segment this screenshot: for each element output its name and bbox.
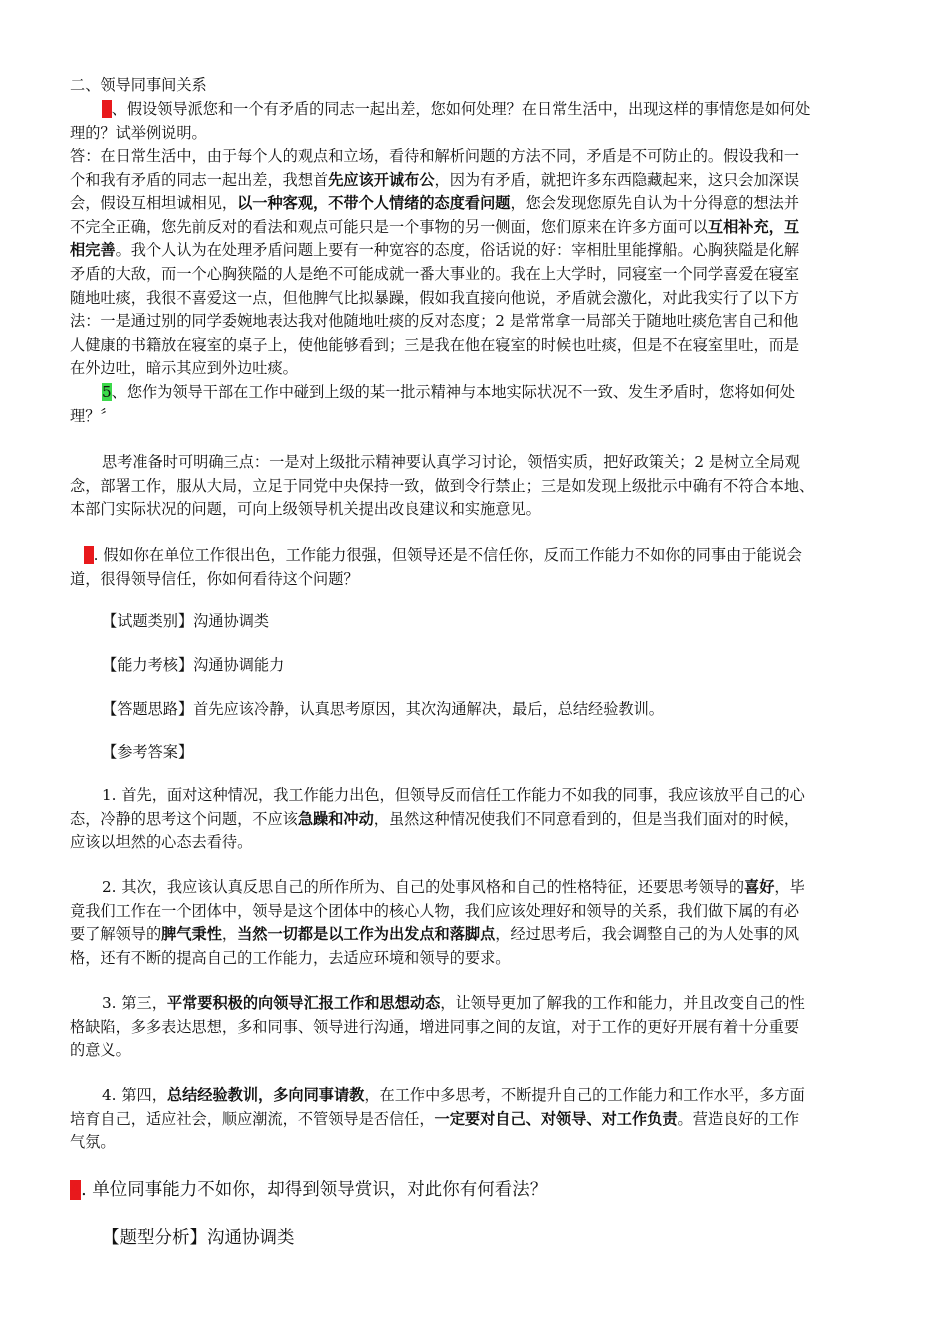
- answer-5: 思考准备时可明确三点：一是对上级批示精神要认真学习讨论，领悟实质，把好政策关；2 是树立全局观 念，部署工作，服从大局，立足于同党中央保持一致，做到令行禁止；三是如发现上级批示中确有不符合本地、 本部门实际状况的问题，可向上级领导机关提出改良建议和实施意见。: [70, 453, 815, 519]
- emphasis-text: 互相补充，互: [707, 217, 799, 236]
- emphasis-text: 一定要对自己、对领导、对工作负责: [434, 1109, 678, 1128]
- question-number-highlight: 4: [70, 1180, 82, 1200]
- emphasis-text: 脾气秉性: [161, 925, 222, 944]
- answer-point-3: 3. 第三，平常要积极的向领导汇报工作和思想动态，让领导更加了解我的工作和能力，并且改变自己的性 格缺陷，多多表达思想，多和同事、领导进行沟通，增进同事之间的友谊，对于工作的更好开展有着十分重要 的意义。: [70, 994, 805, 1060]
- answer-2: 答：在日常生活中，由于每个人的观点和立场，看待和解析问题的方法不同，矛盾是不可防止的。假设我和一 个和我有矛盾的同志一起出差，我想首先应该开诚布公，因为有矛盾，就把许多东西隐藏起来，这只会加深误 会，假设互相坦诚相见，以一种客观，不带个人情绪的态度看问题，您会发现您原先自认为十分得意的想法并 不完全正确，您先前反对的看法和观点可能只是一个事物的另一侧面，您们原来在许多方面可以互相补充，互 相完善。我个人认为在处理矛盾问题上要有一种宽容的态度，俗话说的好：宰相肚里能撑船。心胸狭隘是化解 矛盾的大敌，而一个心胸狭隘的人是绝不可能成就一番大事业的。我在上大学时，同寝室一个同学喜爱在寝室 随地吐痰，我很不喜爱这一点，但他脾气比拟暴躁，假如我直接向他说，矛盾就会激化，对此我实行了以下方 法：一是通过别的同学委婉地表达我对他随地吐痰的反对态度；2 是常常拿一局部关于随地吐痰危害自己和他 人健康的书籍放在寝室的桌子上，使他能够看到；三是我在他在寝室的时候也吐痰，但是不在寝室里吐，而是 在外边吐，暗示其应到外边吐痰。: [70, 147, 799, 378]
- question-2: 2、假设领导派您和一个有矛盾的同志一起出差，您如何处理？在日常生活中，出现这样的事情您是如何处 理的？试举例说明。: [70, 100, 811, 142]
- answer-point-1: 1. 首先，面对这种情况，我工作能力出色，但领导反而信任工作能力不如我的同事，我应该放平自己的心 态，冷静的思考这个问题，不应该急躁和冲动，虽然这种情况使我们不同意看到的，但是当我们面对的时候， 应该以坦然的心态去看待。: [70, 786, 805, 852]
- emphasis-text: 当然一切都是以工作为出发点和落脚点: [237, 925, 496, 944]
- question-number-highlight: 2: [102, 100, 112, 118]
- emphasis-text: 总结经验教训，多向同事请教: [166, 1086, 365, 1104]
- reference-answer-heading: 【参考答案】: [102, 743, 194, 761]
- emphasis-text: 先应该开诚布公: [328, 170, 435, 189]
- answer-point-2: 2. 其次，我应该认真反思自己的所作所为、自己的处事风格和自己的性格特征，还要思考领导的喜好，毕 竟我们工作在一个团体中，领导是这个团体中的核心人物，我们应该处理好和领导的关系，我们做下属的有必 要了解领导的脾气秉性，当然一切都是以工作为出发点和落脚点，经过思考后，我会调整自己的为人处事的风 格，还有不断的提高自己的工作能力，去适应环境和领导的要求。: [70, 878, 805, 967]
- ability-assessment: 【能力考核】沟通协调能力: [102, 656, 285, 674]
- emphasis-text: 以一种客观，不带个人情绪的态度看问题: [237, 194, 511, 213]
- emphasis-text: 平常要积极的向领导汇报工作和思想动态: [166, 994, 441, 1012]
- question-category: 【试题类别】沟通协调类: [102, 612, 270, 630]
- answer-approach: 【答题思路】首先应该冷静，认真思考原因，其次沟通解决，最后，总结经验教训。: [102, 700, 664, 718]
- emphasis-text: 相完善: [70, 241, 116, 260]
- emphasis-text: 急躁和冲动: [297, 809, 374, 828]
- question-3: 3. 假如你在单位工作很出色，工作能力很强，但领导还是不信任你，反而工作能力不如你的同事由于能说会 道，很得领导信任，你如何看待这个问题？: [70, 546, 802, 588]
- emphasis-text: 喜好: [744, 878, 775, 896]
- question-number-highlight: 3: [84, 546, 94, 564]
- question-5: 5、您作为领导干部在工作中碰到上级的某一批示精神与本地实际状况不一致、发生矛盾时，您将如何处 理？〞: [70, 383, 796, 425]
- question-number-highlight: 5: [102, 383, 112, 401]
- question-type-analysis: 【题型分析】沟通协调类: [102, 1228, 295, 1248]
- question-4: 4. 单位同事能力不如你，却得到领导赏识，对此你有何看法？: [70, 1180, 548, 1200]
- answer-point-4: 4. 第四，总结经验教训，多向同事请教，在工作中多思考，不断提升自己的工作能力和工作水平，多方面 培育自己，适应社会，顺应潮流，不管领导是否信任，一定要对自己、对领导、对工作负责。营造良好的工作 气氛。: [70, 1086, 805, 1152]
- section-heading: 二、领导同事间关系: [70, 76, 207, 94]
